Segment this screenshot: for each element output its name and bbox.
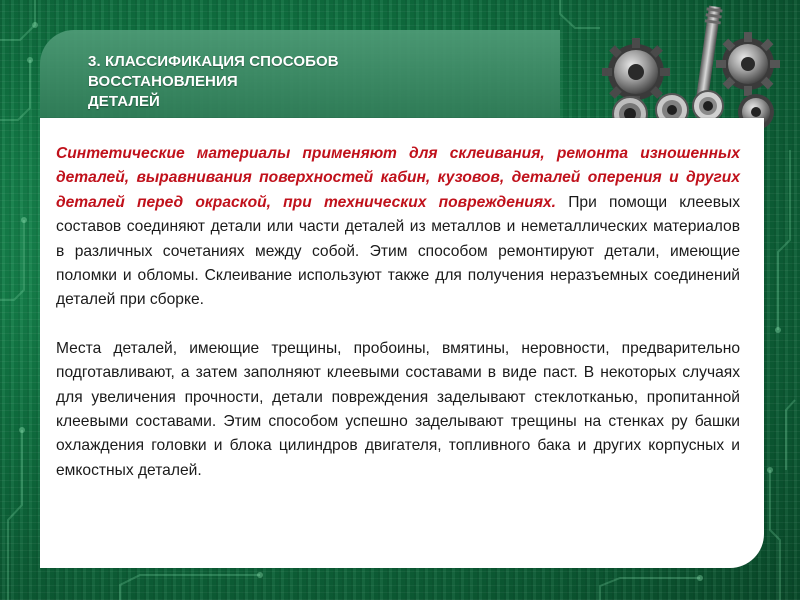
slide-body bbox=[56, 142, 740, 483]
paragraph-1 bbox=[56, 142, 740, 313]
paragraph-2: Места деталей, имеющие трещины, пробоины, вмятины, неровности, предварительно подготавливают, а затем заполняют клеевыми составами в виде паст. В некоторых случаях для увеличения прочности, детали повреждения заделывают стеклотканью, пропитанной клеевыми составами. Этим способом успешно заделывают трещины на стенках ру башки охлаждения головки и блока цилиндров двигателя, топливного бака и других корпусных и емкостных деталей. bbox=[56, 339, 740, 479]
gears-and-bearings-image bbox=[598, 2, 790, 136]
emphasized-text: Синтетические материалы применяют для склеивания, ремонта изношенных деталей, выравнивания поверхностей кабин, кузовов, деталей оперения и других деталей перед окраской, при технических повреждениях. bbox=[56, 145, 740, 211]
slide-title: 3. КЛАССИФИКАЦИЯ СПОСОБОВ ВОССТАНОВЛЕНИЯ ДЕТАЛЕЙ bbox=[88, 53, 339, 110]
paragraph-1-text: При помощи клеевых составов соединяют детали или части деталей из металлов и неметаллических материалов в различных сочетаниях между собой. Этим способом ремонтируют детали, имеющие поломки и обломы. Склеивание используют также для получения неразъемных соединений деталей при сборке. bbox=[56, 193, 741, 309]
